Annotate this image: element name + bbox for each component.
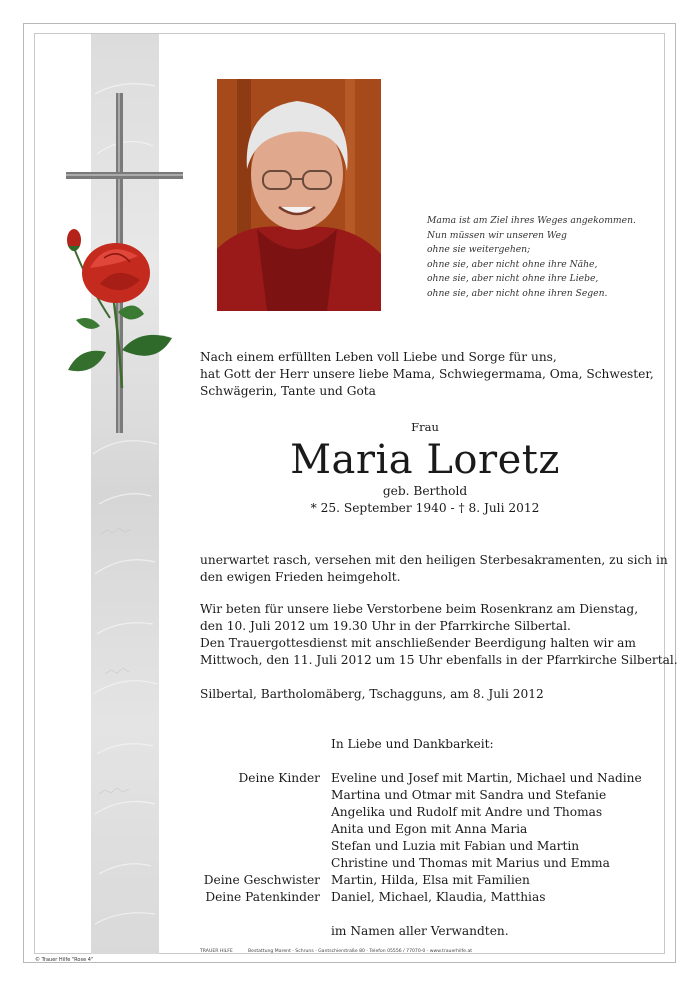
mourner-name: Martina und Otmar mit Sandra und Stefanie: [331, 788, 607, 802]
gratitude-line: In Liebe und Dankbarkeit:: [331, 737, 494, 751]
poem-line: Mama ist am Ziel ihres Weges angekommen.: [427, 215, 636, 226]
poem-line: Nun müssen wir unseren Weg: [427, 229, 567, 241]
mourner-name: Eveline und Josef mit Martin, Michael und Nadine: [331, 771, 642, 785]
body-line: unerwartet rasch, versehen mit den heiligen Sterbesakramenten, zu sich in: [200, 553, 668, 567]
leaf: [68, 351, 106, 371]
salutation: Frau: [411, 420, 439, 434]
leaf: [76, 318, 100, 329]
mourner-name: Christine und Thomas mit Marius und Emma: [331, 856, 610, 870]
mourner-name: Daniel, Michael, Klaudia, Matthias: [331, 890, 546, 904]
poem-line: ohne sie, aber nicht ohne ihre Nähe,: [427, 258, 598, 270]
mourner-name: Angelika und Rudolf mit Andre und Thomas: [331, 805, 603, 819]
intro-line: hat Gott der Herr unsere liebe Mama, Schwiegermama, Oma, Schwester,: [200, 367, 654, 381]
service-line: den 10. Juli 2012 um 19.30 Uhr in der Pfarrkirche Silbertal.: [200, 619, 571, 633]
maiden-name: geb. Berthold: [382, 484, 468, 498]
copyright-note: © Trauer Hilfe "Rose 4": [35, 957, 94, 963]
footer-brand: TRAUER HILFE: [200, 949, 233, 954]
poem-line: ohne sie weitergehen;: [427, 244, 531, 256]
body-line: den ewigen Frieden heimgeholt.: [200, 570, 401, 584]
place-date: Silbertal, Bartholomäberg, Tschagguns, am 8. Juli 2012: [200, 687, 544, 701]
cross-with-rose-illustration: [60, 88, 190, 438]
mourner-name: Martin, Hilda, Elsa mit Familien: [331, 873, 530, 887]
service-line: Den Trauergottesdienst mit anschließender Beerdigung halten wir am: [200, 636, 636, 650]
mourner-label-godchildren: Deine Patenkinder: [205, 890, 320, 904]
poem-line: ohne sie, aber nicht ohne ihren Segen.: [427, 287, 608, 299]
poem-line: ohne sie, aber nicht ohne ihre Liebe,: [427, 273, 599, 285]
life-dates: * 25. September 1940 - † 8. Juli 2012: [310, 501, 540, 515]
footer-undertaker: Bestattung Marent · Schruns · Gantschierstraße 80 · Telefon 05556 / 77070-0 · www.trauerhilfe.at: [248, 949, 473, 954]
intro-line: Nach einem erfüllten Leben voll Liebe und Sorge für uns,: [200, 350, 557, 364]
mourner-label-children: Deine Kinder: [238, 771, 320, 785]
deceased-name: Maria Loretz: [290, 437, 560, 483]
service-line: Wir beten für unsere liebe Verstorbene beim Rosenkranz am Dienstag,: [200, 602, 639, 616]
closing-line: im Namen aller Verwandten.: [331, 924, 509, 938]
service-line: Mittwoch, den 11. Juli 2012 um 15 Uhr ebenfalls in der Pfarrkirche Silbertal.: [200, 653, 678, 667]
poem: [427, 214, 657, 302]
mourner-label-siblings: Deine Geschwister: [203, 873, 320, 887]
leaf: [122, 335, 172, 356]
portrait-photo: [217, 79, 381, 311]
mourner-name: Anita und Egon mit Anna Maria: [331, 822, 528, 836]
intro-line: Schwägerin, Tante und Gota: [200, 384, 376, 398]
mourner-name: Stefan und Luzia mit Fabian und Martin: [331, 839, 580, 853]
